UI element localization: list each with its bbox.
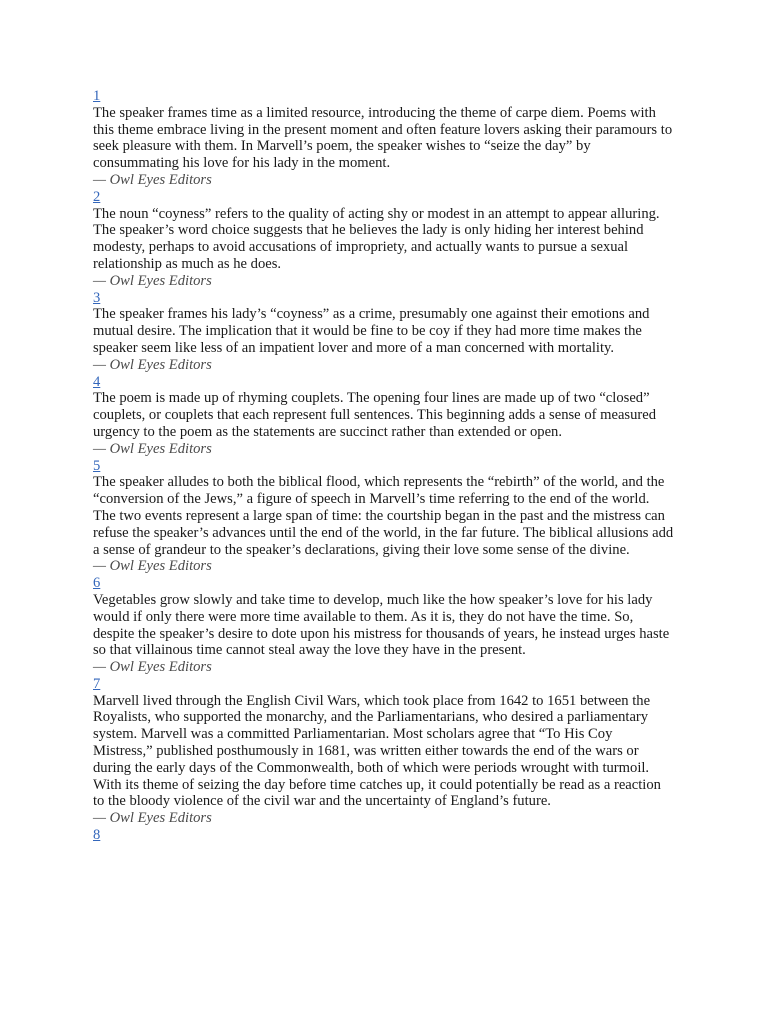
annotation-8: [93, 827, 675, 844]
annotation-text: Marvell lived through the English Civil Wars, which took place from 1642 to 1651 between the Royalists, who supported the monarchy, and the Parliamentarians, who desired a parliamentary system. Marvell was a committed Parliamentarian. Most scholars agree that “To His Coy Mistress,” published posthumously in 1681, was written either towards the end of the wars or during the early days of the Commonwealth, both of which were periods wrought with turmoil. With its theme of seizing the day before time catches up, it could potentially be read as a reaction to the bloody violence of the civil war and the uncertainty of England’s future.: [93, 692, 661, 810]
annotation-text: Vegetables grow slowly and take time to develop, much like the how speaker’s love for his lady would if only there were more time available to them. As it is, they do not have the time. So, despite the speaker’s desire to dote upon his mistress for thousands of years, he instead urges haste so that villainous time cannot steal away the love they have in the present.: [93, 591, 670, 659]
editor-credit: — Owl Eyes Editors: [93, 659, 212, 676]
footnote-link-6[interactable]: 6: [93, 575, 101, 592]
editor-credit: — Owl Eyes Editors: [93, 356, 212, 373]
editor-credit: — Owl Eyes Editors: [93, 810, 212, 827]
annotation-text: The speaker frames time as a limited resource, introducing the theme of carpe diem. Poems with this theme embrace living in the present moment and often feature lovers asking their paramours to seek pleasure with them. In Marvell’s poem, the speaker wishes to “seize the day” by consummating his love for his lady in the moment.: [93, 104, 673, 172]
annotation-7: [93, 676, 675, 827]
editor-credit: — Owl Eyes Editors: [93, 272, 212, 289]
editor-credit: — Owl Eyes Editors: [93, 171, 212, 188]
footnote-link-3[interactable]: 3: [93, 289, 101, 306]
editor-credit: — Owl Eyes Editors: [93, 558, 212, 575]
footnote-link-2[interactable]: 2: [93, 188, 101, 205]
annotation-6: [93, 575, 675, 676]
footnote-link-5[interactable]: 5: [93, 457, 101, 474]
annotation-1: [93, 88, 675, 189]
annotation-text: The poem is made up of rhyming couplets. The opening four lines are made up of two “closed” couplets, or couplets that each represent full sentences. This beginning adds a sense of measured urgency to the poem as the statements are succinct rather than extended or open.: [93, 390, 657, 440]
annotation-5: [93, 458, 675, 576]
annotation-text: The speaker frames his lady’s “coyness” as a crime, presumably one against their emotions and mutual desire. The implication that it would be fine to be coy if they had more time makes the speaker seem like less of an impatient lover and more of a man concerned with mortality.: [93, 306, 650, 356]
annotation-2: [93, 189, 675, 290]
footnote-link-1[interactable]: 1: [93, 88, 101, 104]
annotation-3: [93, 290, 675, 374]
editor-credit: — Owl Eyes Editors: [93, 440, 212, 457]
footnote-link-8[interactable]: 8: [93, 827, 101, 844]
annotation-list: [93, 88, 675, 844]
annotation-4: [93, 374, 675, 458]
footnote-link-7[interactable]: 7: [93, 675, 101, 692]
annotation-text: The speaker alludes to both the biblical flood, which represents the “rebirth” of the world, and the “conversion of the Jews,” a figure of speech in Marvell’s time referring to the end of the world. The two events represent a large span of time: the courtship began in the past and the mistress can refuse the speaker’s advances until the end of the world, in the far future. The biblical allusions add a sense of grandeur to the speaker’s declarations, giving their love some sense of the divine.: [93, 474, 674, 558]
annotation-text: The noun “coyness” refers to the quality of acting shy or modest in an attempt to appear alluring. The speaker’s word choice suggests that he believes the lady is only hiding her interest behind modesty, perhaps to avoid accusations of impropriety, and actually wants to pursue a sexual relationship as much as he does.: [93, 205, 660, 272]
footnote-link-4[interactable]: 4: [93, 373, 101, 390]
